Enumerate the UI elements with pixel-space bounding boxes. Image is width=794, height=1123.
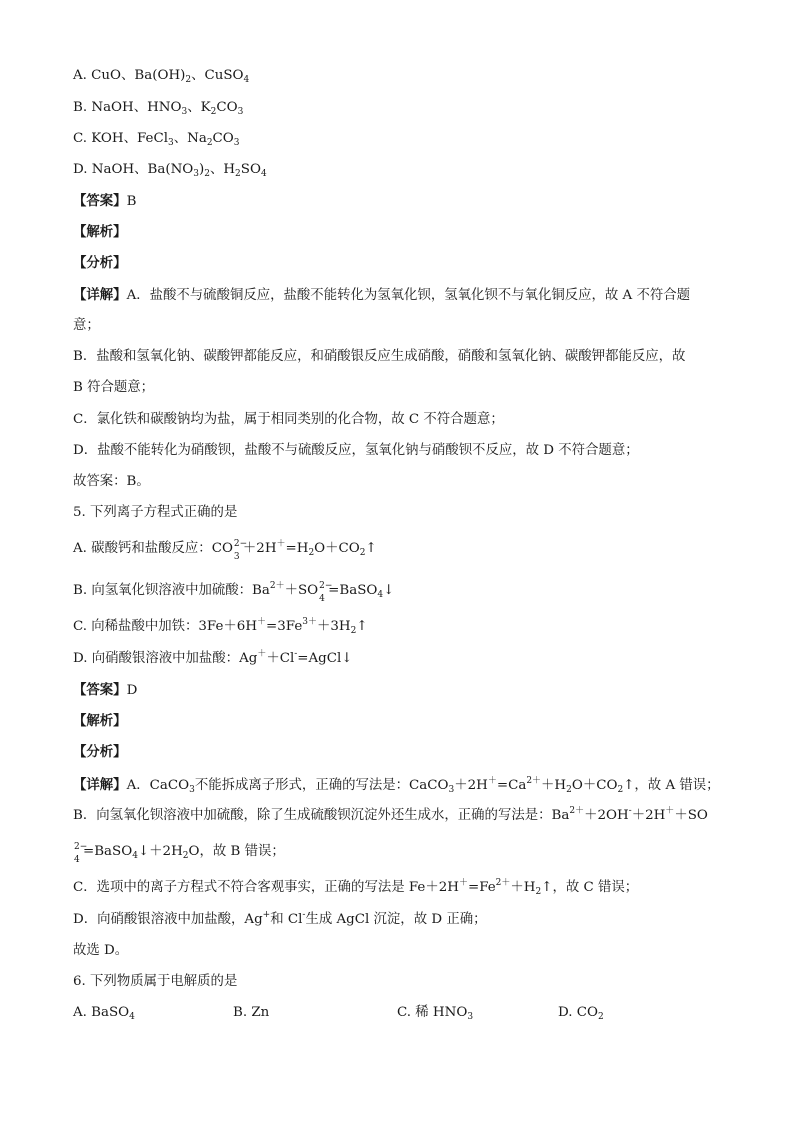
q4-detail-a-line1: 【详解】A．盐酸不与硫酸铜反应，盐酸不能转化为氢氧化钡，氢氧化钡不与氧化铜反应，故 A 不符合题 bbox=[73, 287, 691, 303]
q5-detail-b-line2: 2− 4 $=BaSO_4↓+2H_2O$，故 B 错误； bbox=[74, 841, 285, 865]
answer-label: 【答案】 bbox=[73, 193, 127, 209]
q4-detail-c: C．氯化铁和碳酸钠均为盐，属于相同类别的化合物，故 C 不符合题意； bbox=[73, 412, 504, 427]
q4-detail-b-line1: B．盐酸和氢氧化钠、碳酸钾都能反应，和硝酸银反应生成硝酸，硝酸和氢氧化钠、碳酸钾都能反应，故 bbox=[73, 349, 686, 364]
q5-option-c: C. 向稀盐酸中加铁：$3Fe+6H^+=3Fe^{3+}+3H_2↑$ bbox=[73, 617, 368, 636]
q4-option-b: B. NaOH、$HNO_3$、$K_2CO_3$ bbox=[73, 100, 244, 117]
q4-jiexi-label: 【解析】 bbox=[73, 224, 127, 240]
q4-answer: 【答案】B bbox=[73, 193, 137, 209]
q5-detail-d: D．向硝酸银溶液中加盐酸，Ag+和 Cl-生成 AgCl 沉淀，故 D 正确； bbox=[73, 910, 487, 927]
q5-detail-a: 【详解】A．CaCO$_3$不能拆成离子形式，正确的写法是：$CaCO_3+2H^+=Ca^{2+}+H_2O+CO_2↑$，故 A 错误； bbox=[73, 776, 720, 795]
q6-option-a: A. BaSO$_4$ bbox=[73, 1005, 135, 1022]
q5-option-b: B. 向氢氧化钡溶液中加硫酸：$Ba^{2+}+SO$ 2− 4 =BaSO$_4$↓ bbox=[73, 580, 395, 604]
q5-answer: 【答案】D bbox=[73, 682, 138, 698]
detail-label: 【详解】 bbox=[73, 287, 127, 303]
q4-detail-d: D．盐酸不能转化为硝酸钡，盐酸不与硫酸反应，氢氧化钠与硝酸钡不反应，故 D 不符合题意； bbox=[73, 443, 639, 458]
q5-jiexi-label: 【解析】 bbox=[73, 713, 127, 729]
q6-option-d: D. $CO_2$ bbox=[558, 1005, 604, 1022]
q5-detail-c: C．选项中的离子方程式不符合客观事实，正确的写法是 $Fe+2H^+=Fe^{2+}+H_2↑$，故 C 错误； bbox=[73, 878, 639, 897]
answer-label: 【答案】 bbox=[73, 682, 127, 698]
detail-label: 【详解】 bbox=[73, 777, 127, 793]
q5-option-d: D. 向硝酸银溶液中加盐酸：Ag＋＋Cl-=AgCl↓ bbox=[73, 649, 353, 666]
q4-option-c: C. KOH、FeCl$_3$、$Na_2CO_3$ bbox=[73, 131, 240, 148]
q4-option-a: A. CuO、$Ba(OH)_2$、CuSO$_4$ bbox=[73, 68, 250, 85]
q4-detail-a-line2: 意； bbox=[73, 318, 100, 333]
q4-conclusion: 故答案：B。 bbox=[73, 474, 150, 489]
q5-detail-b-line1: B．向氢氧化钡溶液中加硫酸，除了生成硫酸钡沉淀外还生成水，正确的写法是：$Ba^{2+}+2OH^-+2H^++SO$ bbox=[73, 806, 708, 823]
q5-option-a: A. 碳酸钙和盐酸反应：CO 2− 3 $+2H^+=H_2O+CO_2↑$ bbox=[73, 538, 377, 562]
q5-stem: 5. 下列离子方程式正确的是 bbox=[73, 505, 238, 520]
q6-stem: 6. 下列物质属于电解质的是 bbox=[73, 974, 238, 989]
q6-option-b: B. Zn bbox=[233, 1005, 270, 1020]
q5-conclusion: 故选 D。 bbox=[73, 943, 129, 958]
q5-fenxi-label: 【分析】 bbox=[73, 744, 127, 760]
q4-option-d: D. NaOH、$Ba(NO_3)_2$、$H_2SO_4$ bbox=[73, 162, 267, 179]
q6-option-c: C. 稀 $HNO_3$ bbox=[397, 1005, 474, 1022]
q4-fenxi-label: 【分析】 bbox=[73, 255, 127, 271]
q4-detail-b-line2: B 符合题意； bbox=[73, 380, 155, 395]
